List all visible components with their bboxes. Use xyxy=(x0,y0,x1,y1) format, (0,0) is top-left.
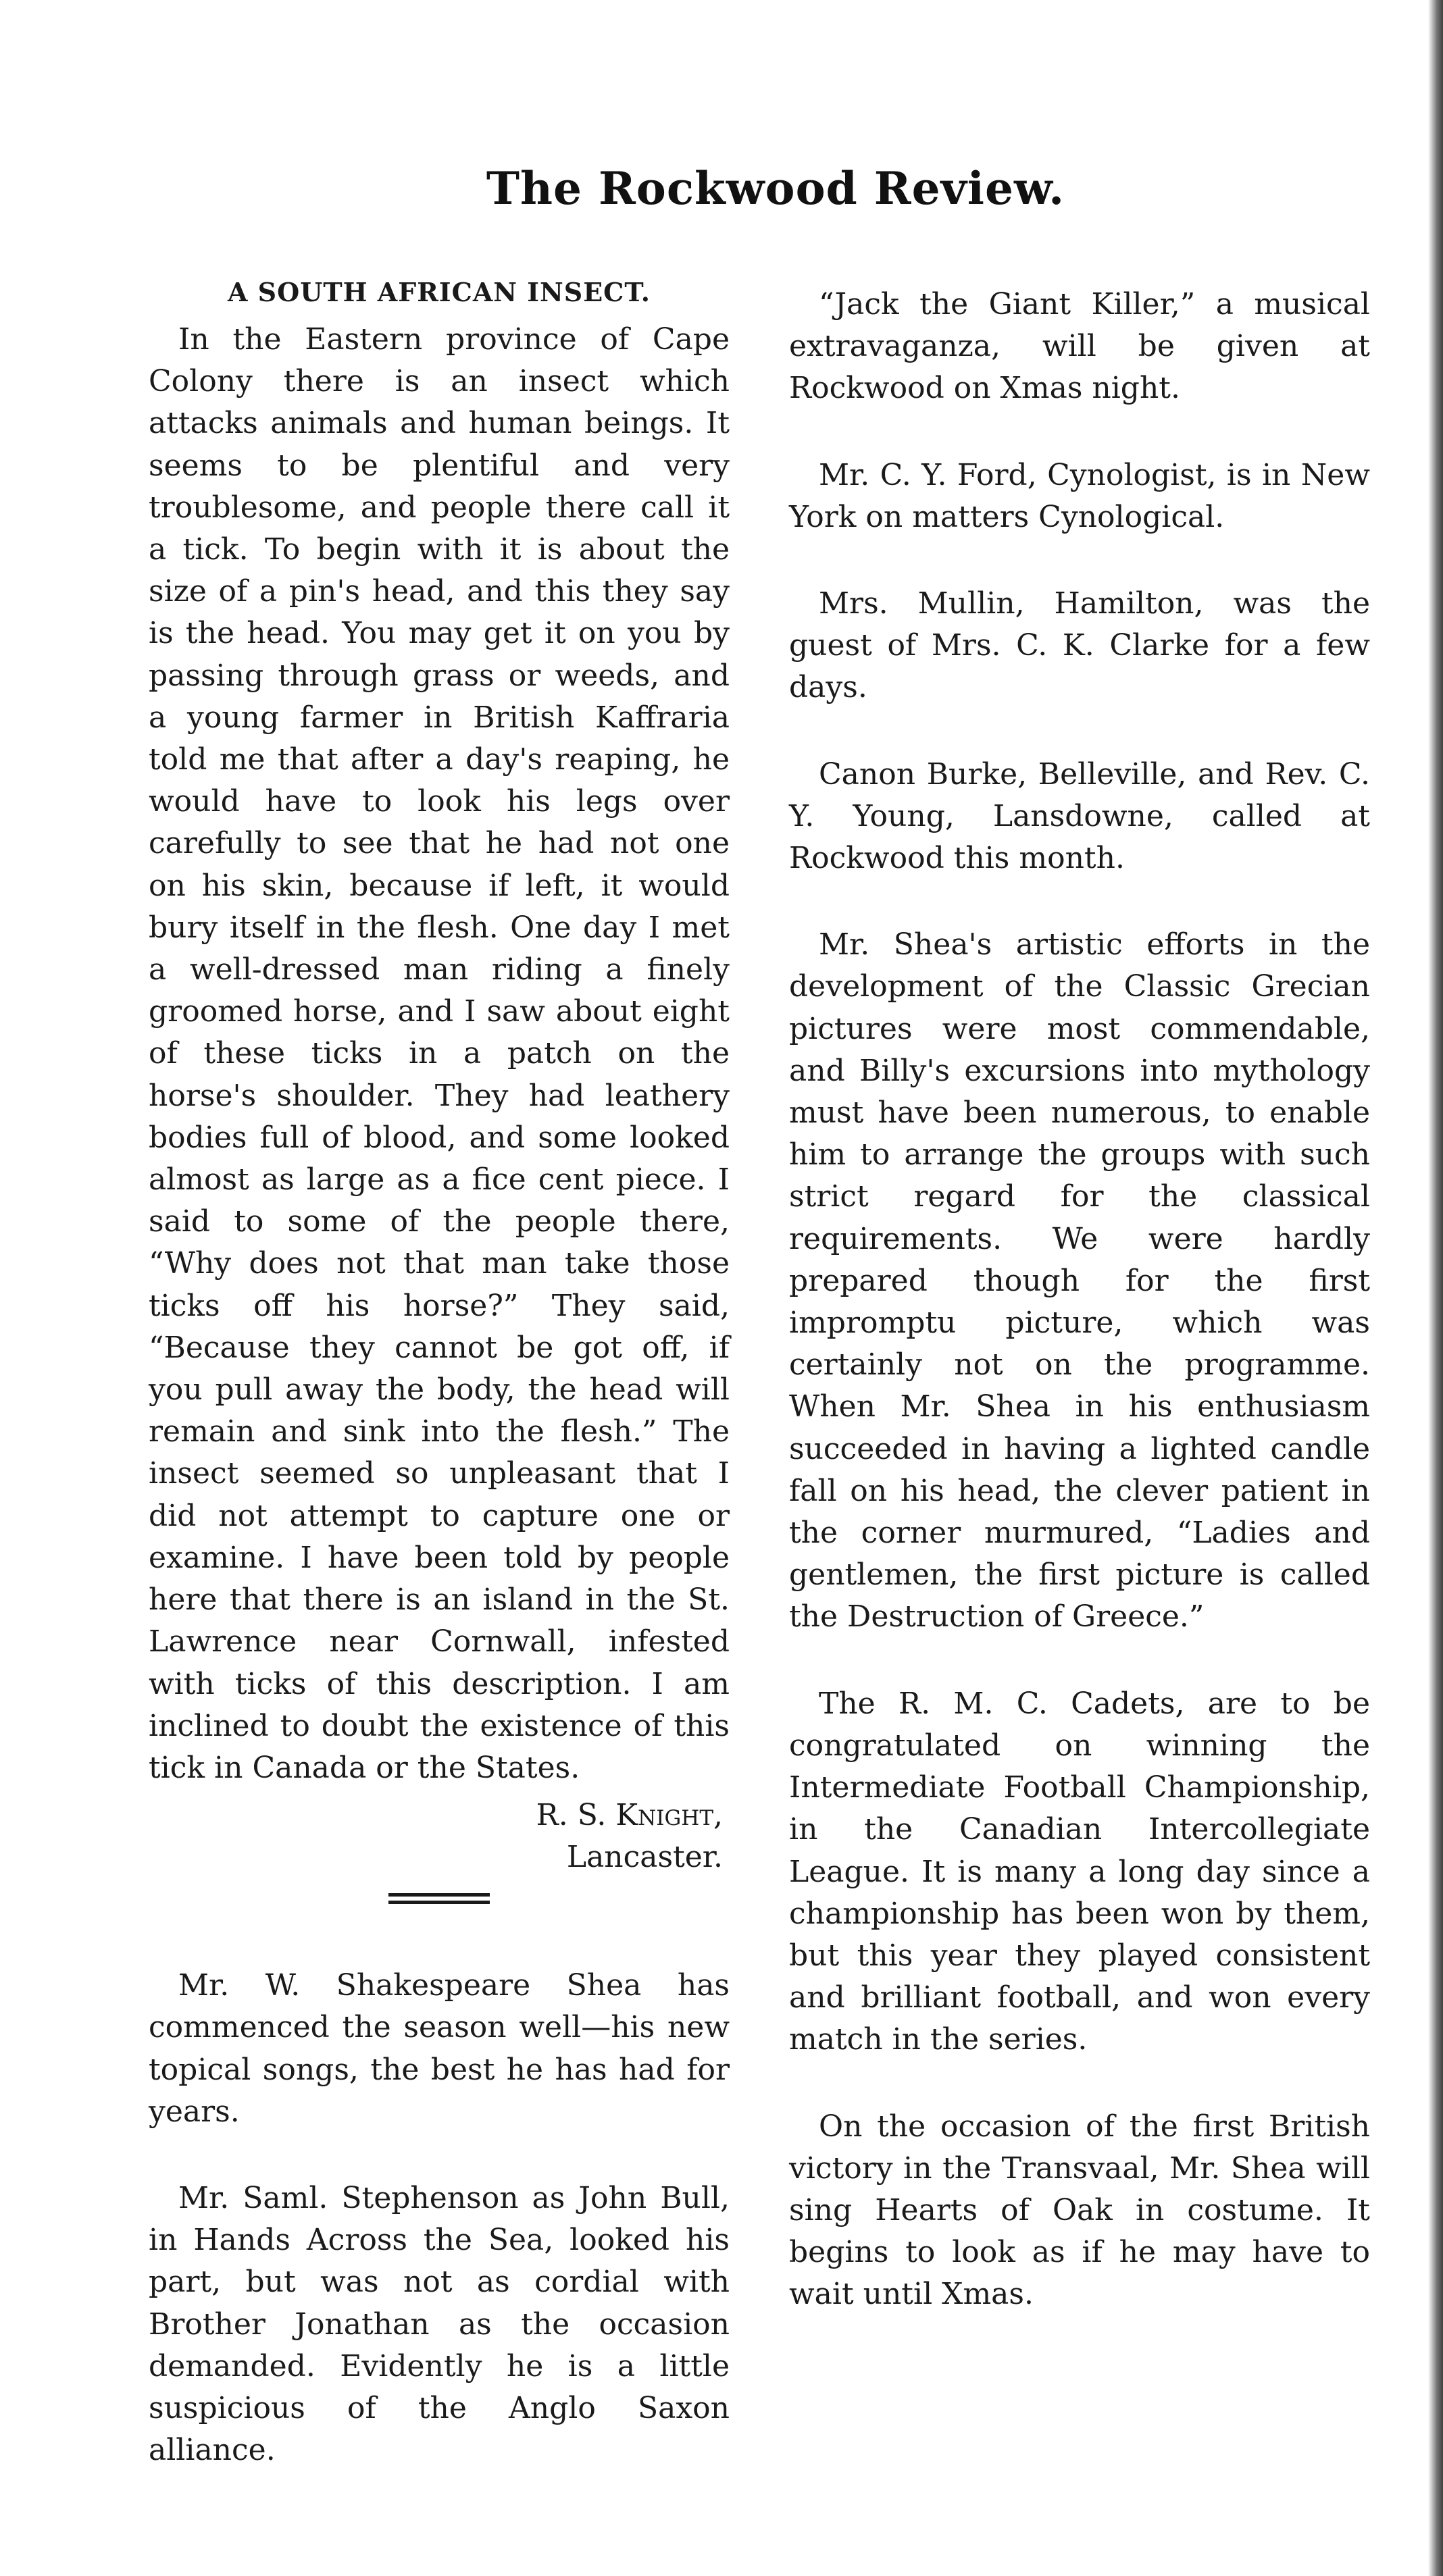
news-item xyxy=(149,1965,730,2133)
news-item xyxy=(789,455,1370,538)
masthead-title: The Rockwood Review. xyxy=(486,162,1065,215)
article-body: In the Eastern province of Cape Colony there is an insect which attacks animals and human beings. It seems to be plentiful and very troublesome, and people there call it a tick. To begin with it is about the size of a pin's head, and this they say is the head. You may get it on you by passing through grass or weeds, and a young farmer in British Kaffraria told me that after a day's reaping, he would have to look his legs over carefully to see that he had not one on his skin, because if left, it would bury itself in the flesh. One day I met a well-dressed man riding a finely groomed horse, and I saw about eight of these ticks in a patch on the horse's shoulder. They had leathery bodies full of blood, and some looked almost as large as a fice cent piece. I said to some of the people there, “Why does not that man take those ticks off his horse?” They said, “Because they cannot be got off, if you pull away the body, the head will remain and sink into the flesh.” The insect seemed so unpleasant that I did not attempt to capture one or examine. I have been told by people here that there is an island in the St. Lawrence near Cornwall, infested with ticks of this description. I am inclined to doubt the existence of this tick in Canada or the States. xyxy=(149,322,730,1785)
news-item xyxy=(789,1683,1370,2061)
news-item-text: “Jack the Giant Killer,” a musical extravaganza, will be given at Rockwood on Xmas night. xyxy=(789,287,1370,406)
signature-name: R. S. Knight, xyxy=(536,1798,723,1833)
left-column xyxy=(149,270,730,2516)
news-item-text: Mr. C. Y. Ford, Cynologist, is in New York on matters Cynological. xyxy=(789,457,1370,534)
article-headline: A SOUTH AFRICAN INSECT. xyxy=(227,277,651,307)
article-south-african-insect xyxy=(149,270,730,1878)
news-item-text: Mr. W. Shakespeare Shea has commenced the season well—his new topical songs, the best he has had for years. xyxy=(149,1968,730,2129)
news-item xyxy=(789,2106,1370,2316)
news-item-text: Mr. Saml. Stephenson as John Bull, in Hands Across the Sea, looked his part, but was not as cordial with Brother Jonathan as the occasion demanded. Evidently he is a little suspicious of the Anglo Saxon alliance. xyxy=(149,2180,730,2468)
news-item-text: Canon Burke, Belleville, and Rev. C. Y. Young, Lansdowne, called at Rockwood this month. xyxy=(789,756,1370,876)
news-item-text: Mr. Shea's artistic efforts in the development of the Classic Grecian pictures were most commendable, and Billy's excursions into mythology must have been numerous, to enable him to arrange the groups with such strict regard for the classical requirements. We were hardly prepared though for the first impromptu picture, which was certainly not on the programme. When Mr. Shea in his enthusiasm succeeded in having a lighted candle fall on his head, the clever patient in the corner murmured, “Ladies and gentlemen, the first picture is called the Destruction of Greece.” xyxy=(789,927,1370,1634)
right-column xyxy=(789,270,1370,2361)
signature-place: Lancaster. xyxy=(566,1840,723,1875)
news-item-text: Mrs. Mullin, Hamilton, was the guest of Mrs. C. K. Clarke for a few days. xyxy=(789,586,1370,705)
news-item xyxy=(789,284,1370,410)
news-item xyxy=(789,754,1370,880)
section-divider xyxy=(388,1893,490,1904)
news-item xyxy=(789,583,1370,709)
news-item xyxy=(789,924,1370,1638)
news-item-text: On the occasion of the first British victory in the Transvaal, Mr. Shea will sing Hearts of Oak in costume. It begins to look as if he may have to wait until Xmas. xyxy=(789,2109,1370,2312)
news-item-text: The R. M. C. Cadets, are to be congratulated on winning the Intermediate Football Championship, in the Canadian Intercollegiate League. It is many a long day since a championship has been won by them, but this year they played consistent and brilliant football, and won every match in the series. xyxy=(789,1686,1370,2057)
article-signature xyxy=(149,1795,730,1878)
scan-edge-shadow xyxy=(1428,0,1443,2576)
news-item xyxy=(149,2178,730,2471)
